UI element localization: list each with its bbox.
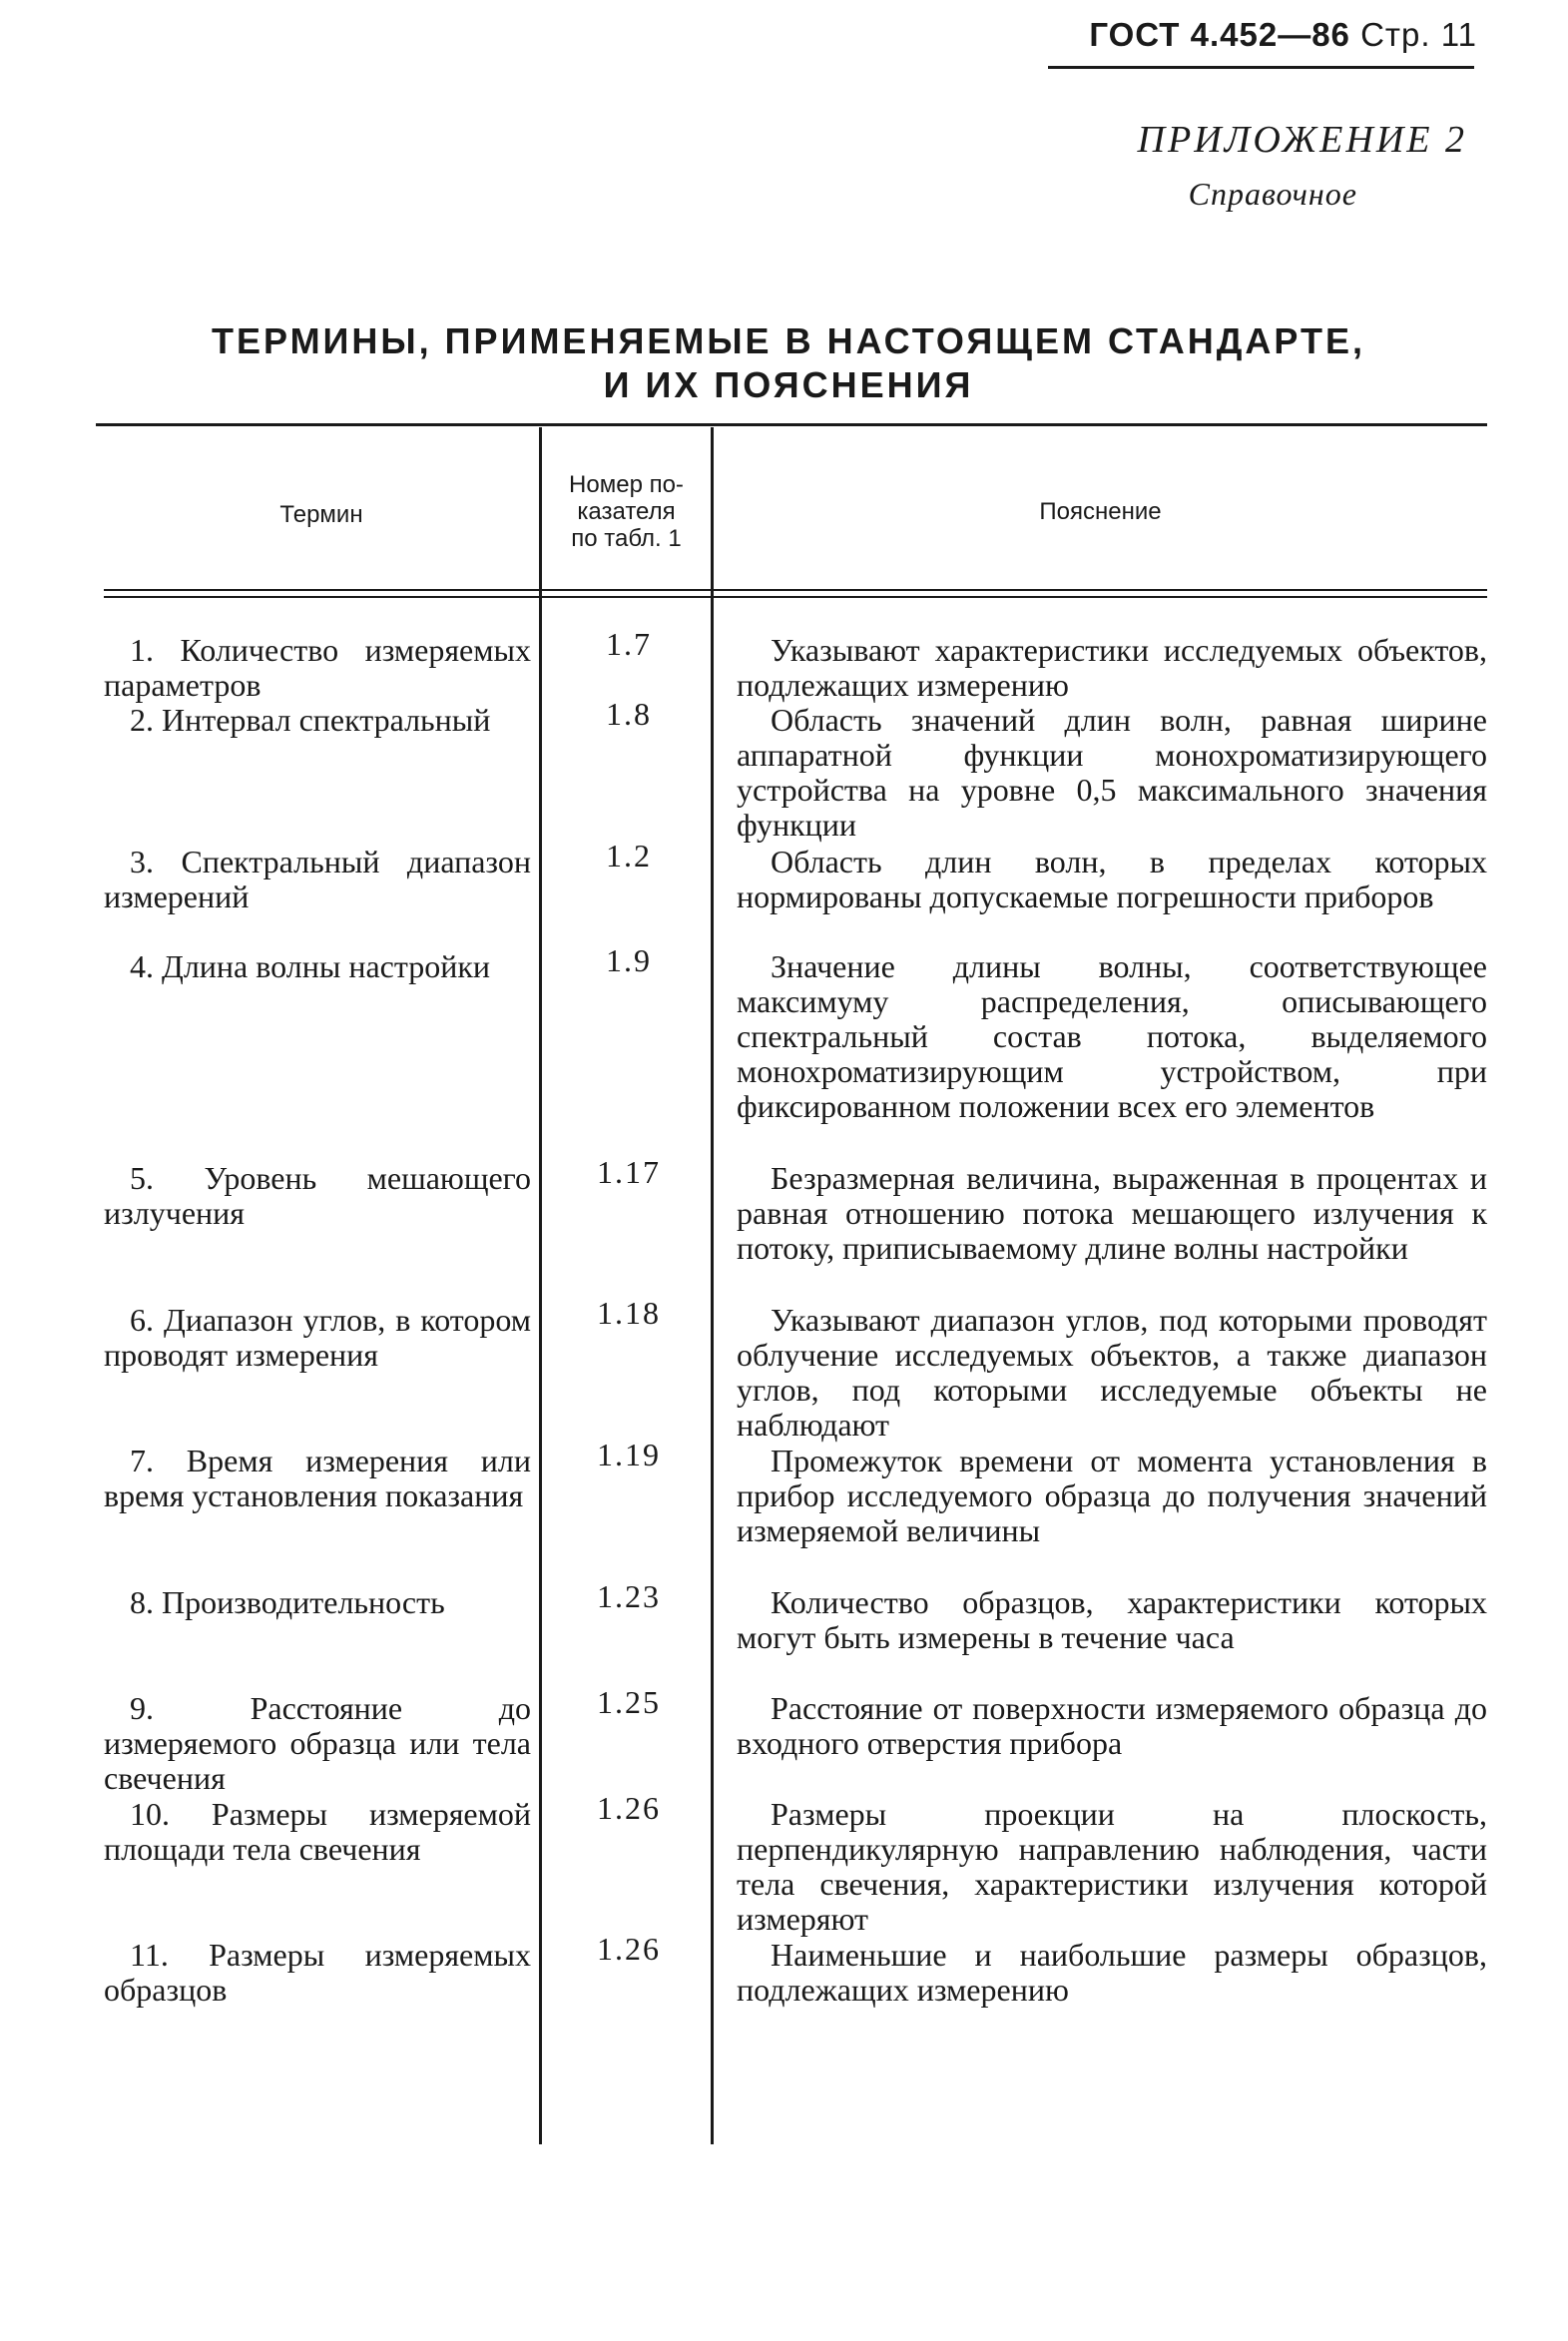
- term-7: 7. Время измерения или время установления показания: [104, 1443, 531, 1513]
- document-title: [80, 319, 1497, 407]
- ref-2: 1.8: [606, 696, 652, 732]
- ref-9: 1.25: [597, 1684, 661, 1720]
- ref-3: 1.2: [606, 838, 652, 874]
- explanation-9: Расстояние от поверхности измеряемого образца до входного отверстия прибора: [737, 1690, 1487, 1761]
- term-2: 2. Интервал спектральный: [130, 702, 491, 738]
- column-header-ref-line3: по табл. 1: [571, 525, 682, 552]
- column-divider-right: [711, 427, 714, 2144]
- term-10: 10. Размеры измеряемой площади тела свечения: [104, 1796, 531, 1867]
- ref-8: 1.23: [597, 1578, 661, 1614]
- explanation-1: Указывают характеристики исследуемых объектов, подлежащих измерению: [737, 632, 1487, 703]
- explanation-8: Количество образцов, характеристики которых могут быть измерены в течение часа: [737, 1584, 1487, 1655]
- term-8: 8. Производительность: [130, 1584, 445, 1620]
- column-header-explanation: Пояснение: [1039, 498, 1162, 525]
- column-divider-left: [539, 427, 542, 2144]
- explanation-4: Значение длины волны, соответствующее максимуму распределения, описывающего спектральный состав потока, выделяемого монохроматизирующим устройством, при фиксированном положении всех его элементов: [737, 948, 1487, 1124]
- column-header-ref-line1: Номер по-: [569, 471, 684, 498]
- page-header: [1038, 16, 1477, 54]
- term-5: 5. Уровень мешающего излучения: [104, 1160, 531, 1231]
- ref-5: 1.17: [597, 1154, 661, 1190]
- term-9: 9. Расстояние до измеряемого образца или тела свечения: [104, 1690, 531, 1796]
- header-rule: [1048, 66, 1474, 69]
- column-header-term: Термин: [279, 501, 363, 528]
- column-header-ref-line2: казателя: [577, 498, 676, 525]
- explanation-6: Указывают диапазон углов, под которыми проводят облучение исследуемых объектов, а также диапазон углов, под которыми исследуемые объекты не наблюдают: [737, 1302, 1487, 1443]
- table-top-rule: [96, 423, 1487, 426]
- term-6: 6. Диапазон углов, в котором проводят измерения: [104, 1302, 531, 1373]
- appendix-subtitle: Справочное: [1188, 176, 1357, 212]
- appendix-title: ПРИЛОЖЕНИЕ 2: [1137, 119, 1467, 161]
- term-11: 11. Размеры измеряемых образцов: [104, 1937, 531, 2008]
- ref-10: 1.26: [597, 1790, 661, 1826]
- document-title-line1: ТЕРМИНЫ, ПРИМЕНЯЕМЫЕ В НАСТОЯЩЕМ СТАНДАРТЕ,: [212, 320, 1365, 361]
- explanation-5: Безразмерная величина, выраженная в процентах и равная отношению потока мешающего излучения к потоку, приписываемому длине волны настройки: [737, 1160, 1487, 1266]
- ref-7: 1.19: [597, 1437, 661, 1472]
- header-separator-rule-2: [104, 596, 1487, 598]
- standard-code: ГОСТ 4.452—86: [1089, 16, 1350, 53]
- term-3: 3. Спектральный диапазон измерений: [104, 844, 531, 914]
- explanation-3: Область длин волн, в пределах которых нормированы допускаемые погрешности приборов: [737, 844, 1487, 914]
- document-title-line2: И ИХ ПОЯСНЕНИЯ: [603, 364, 974, 405]
- column-header-ref: [542, 471, 711, 552]
- ref-1: 1.7: [606, 626, 652, 662]
- ref-6: 1.18: [597, 1295, 661, 1331]
- explanation-7: Промежуток времени от момента установления в прибор исследуемого образца до получения значений измеряемой величины: [737, 1443, 1487, 1548]
- term-4: 4. Длина волны настройки: [130, 948, 491, 984]
- explanation-10: Размеры проекции на плоскость, перпендикулярную направлению наблюдения, части тела свечения, характеристики излучения которой измеряют: [737, 1796, 1487, 1937]
- page-number: Стр. 11: [1360, 16, 1477, 53]
- header-separator-rule: [104, 589, 1487, 591]
- ref-4: 1.9: [606, 942, 652, 978]
- explanation-2: Область значений длин волн, равная ширине аппаратной функции монохроматизирующего устройства на уровне 0,5 максимального значения функции: [737, 702, 1487, 843]
- term-1: 1. Количество измеряемых параметров: [104, 632, 531, 703]
- ref-11: 1.26: [597, 1931, 661, 1967]
- explanation-11: Наименьшие и наибольшие размеры образцов, подлежащих измерению: [737, 1937, 1487, 2008]
